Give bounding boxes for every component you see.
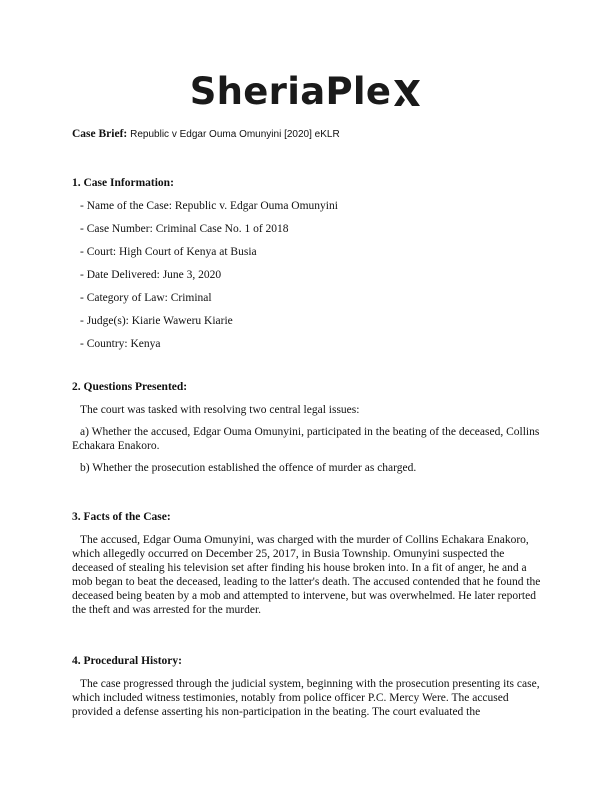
section-case-information (72, 176, 542, 351)
sheriaplex-logo (0, 70, 612, 113)
section-heading: 4. Procedural History: (72, 655, 182, 667)
list-item: - Category of Law: Criminal (80, 292, 212, 304)
case-brief-line (72, 128, 340, 140)
list-item: - Court: High Court of Kenya at Busia (80, 246, 257, 258)
x-mark-icon (392, 78, 422, 108)
list-item: - Name of the Case: Republic v. Edgar Ouma Omunyini (80, 200, 338, 212)
facts-paragraph: The accused, Edgar Ouma Omunyini, was charged with the murder of Collins Echakara Enakoro, which allegedly occurred on December 25, 2017, in Busia Township. Omunyini suspected the deceased of stealing his television set after finding his house broken into. In a fit of anger, he and a mob began to beat the deceased, leading to the latter's death. The accused contended that he found the deceased being beaten by a mob and attempted to intervene, but was overwhelmed. He later reported the theft and was arrested for the murder. (72, 534, 541, 616)
section-heading: 2. Questions Presented: (72, 381, 188, 393)
logo-text: SheriaPle (189, 70, 392, 113)
question-b: b) Whether the prosecution established the offence of murder as charged. (80, 462, 417, 474)
list-item: - Country: Kenya (80, 338, 161, 350)
list-item: - Date Delivered: June 3, 2020 (80, 269, 222, 281)
question-a: a) Whether the accused, Edgar Ouma Omunyini, participated in the beating of the deceased, Collins Echakara Enakoro. (72, 426, 540, 452)
section-heading: 1. Case Information: (72, 177, 174, 189)
procedural-paragraph: The case progressed through the judicial system, beginning with the prosecution presenting its case, which included witness testimonies, notably from police officer P.C. Mercy Were. The accused provided a defense asserting his non-participation in the beating. The court evaluated the (72, 678, 540, 718)
section-procedural-history (72, 654, 542, 719)
list-item: - Case Number: Criminal Case No. 1 of 2018 (80, 223, 289, 235)
section-questions-presented (72, 380, 542, 475)
list-item: - Judge(s): Kiarie Waweru Kiarie (80, 315, 233, 327)
case-brief-label: Case Brief: (72, 128, 128, 140)
section-heading: 3. Facts of the Case: (72, 511, 171, 523)
section-facts (72, 510, 542, 617)
questions-intro: The court was tasked with resolving two central legal issues: (80, 404, 360, 416)
case-brief-title: Republic v Edgar Ouma Omunyini [2020] eKLR (130, 129, 340, 140)
